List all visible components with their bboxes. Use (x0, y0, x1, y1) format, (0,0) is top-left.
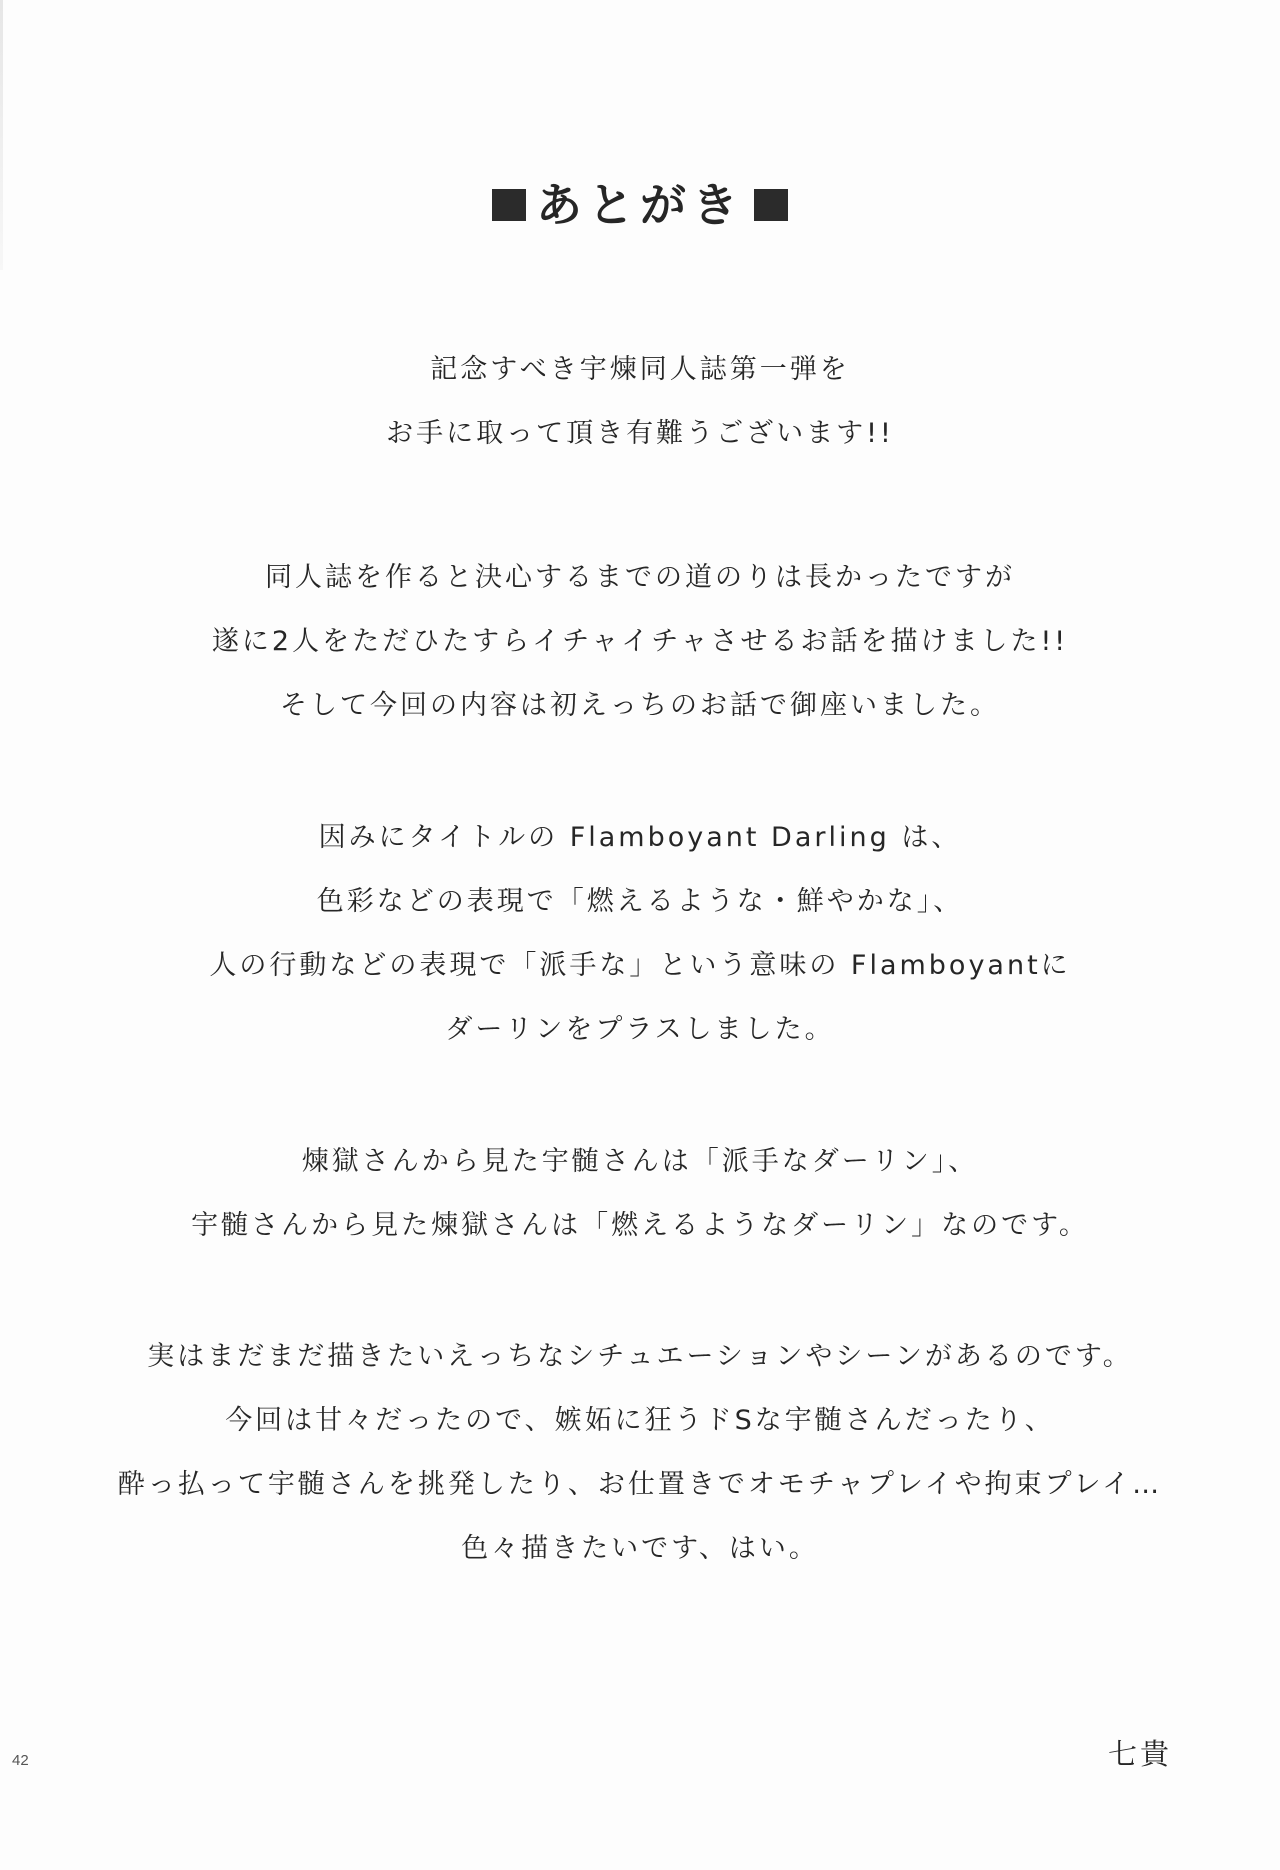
black-square-icon (754, 189, 788, 221)
afterword-heading (0, 175, 1280, 235)
text-line: 人の行動などの表現で「派手な」という意味の Flamboyantに (209, 950, 1071, 981)
text-line: そして今回の内容は初えっちのお話で御座いました。 (280, 690, 1000, 721)
paragraph-thanks (0, 338, 1280, 466)
page-title: あとがき (536, 178, 744, 232)
text-line: ダーリンをプラスしました。 (445, 1014, 835, 1045)
text-line: 遂に2人をただひたすらイチャイチャさせるお話を描けました!! (211, 626, 1069, 657)
text-line: 今回は甘々だったので、嫉妬に狂うドSな宇髄さんだったり、 (225, 1405, 1055, 1436)
paragraph-future (0, 1325, 1280, 1581)
paragraph-darling (0, 1130, 1280, 1258)
page-number: 42 (12, 1752, 29, 1769)
black-square-icon (492, 189, 526, 221)
paragraph-story (0, 546, 1280, 738)
text-line: 記念すべき宇煉同人誌第一弾を (430, 354, 850, 385)
text-line: 酔っ払って宇髄さんを挑発したり、お仕置きでオモチャプレイや拘束プレイ… (117, 1469, 1163, 1500)
text-line: 色彩などの表現で「燃えるような・鮮やかな」、 (316, 886, 964, 917)
text-line: 宇髄さんから見た煉獄さんは「燃えるようなダーリン」なのです。 (191, 1210, 1089, 1241)
text-line: 煉獄さんから見た宇髄さんは「派手なダーリン」、 (301, 1146, 979, 1177)
text-line: 同人誌を作ると決心するまでの道のりは長かったですが (265, 562, 1015, 593)
text-line: 色々描きたいです、はい。 (461, 1533, 819, 1564)
paragraph-title-meaning (0, 806, 1280, 1062)
text-line: 実はまだまだ描きたいえっちなシチュエーションやシーンがあるのです。 (147, 1341, 1133, 1372)
author-signature: 七貴 (1108, 1737, 1173, 1771)
text-line: お手に取って頂き有難うございます!! (386, 418, 894, 449)
text-line: 因みにタイトルの Flamboyant Darling は、 (318, 822, 962, 853)
